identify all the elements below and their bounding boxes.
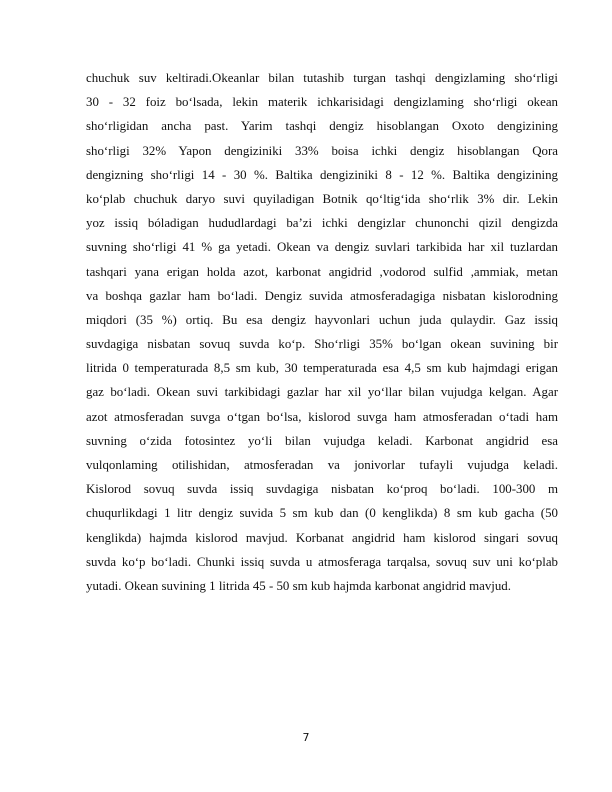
paragraph-line: suvning o‘zida fotosintez yo‘li bilan vujudga keladi. Karbonat angidrid esa	[86, 433, 558, 448]
paragraph-line: sho‘rligidan ancha past. Yarim tashqi dengiz hisoblangan Oxoto dengizining	[86, 119, 558, 134]
paragraph-line: yoz issiq bóladigan hududlardagi ba’zi ichki dengizlar chunonchi qizil dengizda	[86, 216, 558, 231]
paragraph-line: ko‘plab chuchuk daryo suvi quyiladigan Botnik qo‘ltig‘ida sho‘rlik 3% dir. Lekin	[86, 191, 558, 206]
paragraph-line: azot atmosferadan suvga o‘tgan bo‘lsa, kislorod suvga ham atmosferadan o‘tadi ham	[86, 409, 558, 424]
paragraph-line: tashqari yana erigan holda azot, karbonat angidrid ,vodorod sulfid ,ammiak, metan	[86, 264, 558, 279]
paragraph-line: kenglikda) hajmda kislorod mavjud. Korbanat angidrid ham kislorod singari sovuq	[86, 530, 558, 545]
paragraph-line: chuqurlikdagi 1 litr dengiz suvida 5 sm kub dan (0 kenglikda) 8 sm kub gacha (50	[86, 506, 558, 521]
paragraph-line: suvdagiga nisbatan sovuq suvda ko‘p. Sho‘rligi 35% bo‘lgan okean suvining bir	[86, 337, 558, 352]
paragraph-line: suvning sho‘rligi 41 % ga yetadi. Okean va dengiz suvlari tarkibida har xil tuzlardan	[86, 240, 558, 255]
paragraph-line: Kislorod sovuq suvda issiq suvdagiga nisbatan ko‘proq bo‘ladi. 100-300 m	[86, 482, 558, 497]
paragraph-line: yutadi. Okean suvining 1 litrida 45 - 50 sm kub hajmda karbonat angidrid mavjud.	[86, 578, 511, 593]
paragraph-line: miqdori (35 %) ortiq. Bu esa dengiz hayvonlari uchun juda qulaydir. Gaz issiq	[86, 312, 558, 327]
body-paragraph	[86, 66, 558, 598]
paragraph-line: sho‘rligi 32% Yapon dengiziniki 33% boisa ichki dengiz hisoblangan Qora	[86, 143, 558, 158]
paragraph-line: gaz bo‘ladi. Okean suvi tarkibidagi gazlar har xil yo‘llar bilan vujudga kelgan. Agar	[86, 385, 558, 400]
paragraph-line: dengizning sho‘rligi 14 - 30 %. Baltika dengiziniki 8 - 12 %. Baltika dengizining	[86, 167, 558, 182]
paragraph-line: chuchuk suv keltiradi.Okeanlar bilan tutashib turgan tashqi dengizlaming sho‘rligi	[86, 71, 558, 85]
paragraph-line: va boshqa gazlar ham bo‘ladi. Dengiz suvida atmosferadagiga nisbatan kislorodning	[86, 288, 558, 303]
paragraph-line: litrida 0 temperaturada 8,5 sm kub, 30 temperaturada esa 4,5 sm kub hajmdagi erigan	[86, 361, 558, 376]
paragraph-line: suvda ko‘p bo‘ladi. Chunki issiq suvda u atmosferaga tarqalsa, sovuq suv uni ko‘plab	[86, 554, 558, 569]
paragraph-line: 30 - 32 foiz bo‘lsada, lekin materik ichkarisidagi dengizlaming sho‘rligi okean	[86, 95, 558, 110]
page-number: 7	[302, 731, 310, 744]
paragraph-line: vulqonlaming otilishidan, atmosferadan va jonivorlar tufayli vujudga keladi.	[86, 458, 558, 472]
